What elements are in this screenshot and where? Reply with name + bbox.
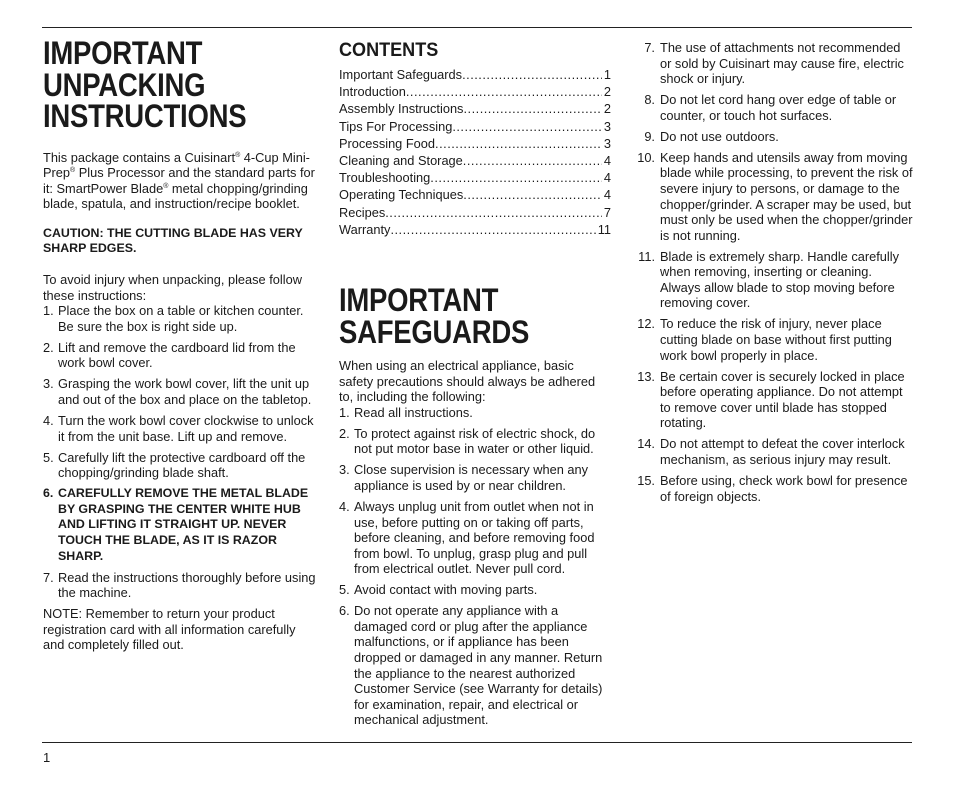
list-item: 4. Turn the work bowl cover clockwise to unlock it from the unit base. Lift up and remove. [43,412,314,444]
caution-text: CAUTION: THE CUTTING BLADE HAS VERY SHARP EDGES. [43,225,303,256]
list-item: 13. Be certain cover is securely locked in place before operating appliance. Do not attempt to remove cover until blade has stopped rotating. [637,368,905,431]
list-item: 8. Do not let cord hang over edge of table or counter, or touch hot surfaces. [644,92,897,123]
safeguards-heading: IMPORTANT SAFEGUARDS [339,282,530,350]
list-item: 5. Carefully lift the protective cardboard off the chopping/grinding blade shaft. [43,449,306,481]
top-rule [42,27,912,28]
toc-entry[interactable]: Assembly Instructions ..... 2 [339,100,611,117]
toc-entry[interactable]: Recipes ..... 7 [339,204,611,221]
list-item: 12. To reduce the risk of injury, never place cutting blade on base without first putting work bowl properly in place. [637,316,892,363]
list-item: 7. Read the instructions thoroughly before using the machine. [43,569,316,601]
toc-entry[interactable]: Tips For Processing ..... 3 [339,118,611,135]
list-item: 5. Avoid contact with moving parts. [339,582,538,598]
list-item: 7. The use of attachments not recommended or sold by Cuisinart may cause fire, electric shock or injury. [644,40,904,87]
toc-entry[interactable]: Warranty ..... 11 [339,221,611,238]
toc-entry[interactable]: Troubleshooting ..... 4 [339,169,611,186]
avoid-injury-text: To avoid injury when unpacking, please follow these instructions: [43,272,302,303]
list-item: 3. Close supervision is necessary when any appliance is used by or near children. [339,462,589,493]
table-of-contents [339,66,611,238]
page-number: 1 [43,750,51,765]
list-item: 15. Before using, check work bowl for presence of foreign objects. [637,472,908,504]
list-item: 2. To protect against risk of electric shock, do not put motor base in water or other liquid. [339,425,596,457]
list-item: 14. Do not attempt to defeat the cover interlock mechanism, as serious injury may result. [637,436,905,467]
list-item: 3. Grasping the work bowl cover, lift the unit up and out of the box and place on the tabletop. [43,376,312,407]
contents-title: CONTENTS [339,40,439,61]
list-item: 10. Keep hands and utensils away from moving blade while processing, to prevent the risk of severe injury to persons, or damage to the chopper/grinder. A scraper may be used, but must only be used when the chopper/grinder is not running. [637,149,913,243]
unpacking-column [43,35,318,653]
toc-entry[interactable]: Important Safeguards ..... 1 [339,66,611,83]
toc-entry[interactable]: Processing Food ..... 3 [339,135,611,152]
toc-entry[interactable]: Introduction ..... 2 [339,83,611,100]
list-item: 6. CAREFULLY REMOVE THE METAL BLADE BY GRASPING THE CENTER WHITE HUB AND LIFTING IT STRAIGHT UP. NEVER TOUCH THE BLADE, AS IT IS RAZOR SHARP. [43,486,309,563]
toc-entry[interactable]: Cleaning and Storage ..... 4 [339,152,611,169]
safeguards-intro: When using an electrical appliance, basic safety precautions should always be adhered to, including the following: [339,358,596,405]
list-item: 11. Blade is extremely sharp. Handle carefully when removing, inserting or cleaning. Always allow blade to stop moving before removing cover. [638,248,899,311]
list-item: 4. Always unplug unit from outlet when not in use, before putting on or taking off parts, before cleaning, and before removing food from bowl. To unplug, grasp plug and pull from electrical outlet. Never pull cord. [339,498,595,577]
list-item: 1. Read all instructions. [339,404,473,420]
registration-note: NOTE: Remember to return your product registration card with all information carefully and completely filled out. [43,606,296,653]
unpacking-heading: IMPORTANT UNPACKING INSTRUCTIONS [43,35,247,134]
safeguards-list-continued [632,40,914,504]
bottom-rule [42,742,912,743]
list-item: 1. Place the box on a table or kitchen counter. Be sure the box is right side up. [43,303,304,334]
safeguards-continued-column [632,40,914,510]
unpacking-steps [43,303,318,600]
safeguards-list [339,405,611,728]
list-item: 6. Do not operate any appliance with a damaged cord or plug after the appliance malfunctions, or if appliance has been dropped or damaged in any manner. Return the appliance to the nearest authorized Customer Service (see Warranty for details) for examination, repair, and electrical or mechanical adjustment. [339,603,603,728]
package-contents-text: This package contains a Cuisinart® 4-Cup Mini-Prep® Plus Processor and the standard parts for it: SmartPower Blade® metal chopping/grinding blade, spatula, and instruction/recipe booklet. [43,149,315,212]
list-item: 2. Lift and remove the cardboard lid from the work bowl cover. [43,339,296,371]
list-item: 9. Do not use outdoors. [644,128,779,144]
contents-column [339,38,611,733]
toc-entry[interactable]: Operating Techniques ..... 4 [339,186,611,203]
